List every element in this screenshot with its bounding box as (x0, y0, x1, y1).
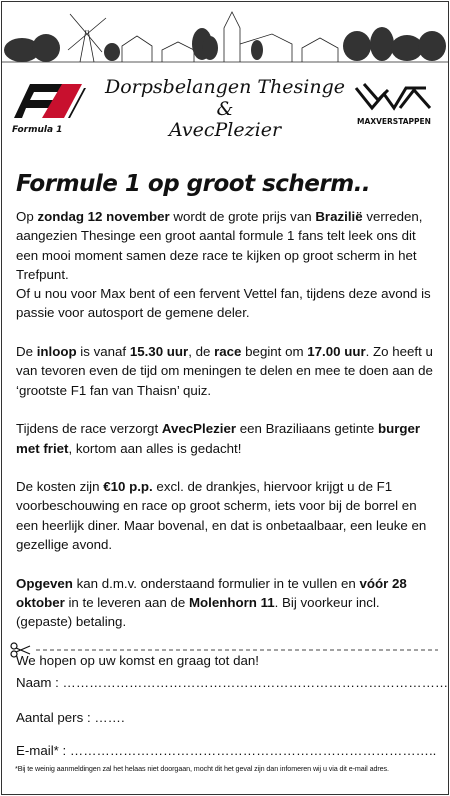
bold-text: Opgeven (16, 575, 73, 591)
text: kan d.m.v. onderstaand formulier in te vullen en (72, 575, 360, 591)
footnote: *Bij te weinig aanmeldingen zal het helaas niet doorgaan, mocht dit het geval zijn dan infomeren wij u via dit e-mail adres. (15, 764, 389, 773)
bold-text: AvecPlezier (161, 421, 237, 437)
bold-text: race (214, 344, 242, 360)
header-title: Dorpsbelangen Thesinge (104, 76, 346, 98)
text: De kosten zijn (16, 479, 104, 495)
text: Of u nou voor Max bent of een fervent Vettel fan, tijdens deze avond is passie voor autosport de gemene deler. (16, 286, 431, 321)
bold-text: burger met friet (16, 421, 421, 456)
bold-text: €10 p.p. (103, 479, 153, 495)
text: We hopen op uw komst en graag tot dan! (16, 652, 259, 668)
bold-text: Molenhorn 11 (188, 594, 275, 610)
naam-field[interactable]: Naam : …………………………………………………………………………… (16, 675, 449, 690)
text: , de (188, 344, 215, 360)
paragraph (16, 207, 436, 323)
page-heading: Formule 1 op groot scherm.. (16, 171, 371, 197)
text: . Bij voorkeur incl. (gepaste) betaling. (16, 594, 380, 630)
text: in te leveren aan de (64, 594, 189, 610)
paragraph (16, 574, 436, 632)
text: Op (16, 209, 38, 224)
text: De (16, 344, 37, 360)
paragraph (16, 342, 436, 400)
text: is vanaf (76, 344, 130, 360)
cut-line (10, 642, 438, 658)
bold-text: inloop (36, 344, 77, 360)
header-ampersand: & (216, 98, 234, 120)
bold-text: vóór 28 oktober (16, 575, 407, 610)
scissors-icon (11, 643, 30, 657)
bold-text: zondag 12 november (37, 209, 170, 224)
village-skyline-illustration (2, 4, 448, 66)
announcement-body (16, 207, 436, 689)
text: wordt de grote prijs van (169, 209, 316, 224)
f1-logo-text: Formula 1 (12, 125, 63, 135)
text: Tijdens de race verzorgt (16, 421, 162, 437)
header-subtitle: AvecPlezier (168, 119, 282, 141)
text: . Zo heeft u van tevoren even de tijd om meningen te delen en mee te doen aan de ‘grootste F1 fan van Thaisn’ quiz. (16, 344, 433, 398)
bold-text: Brazilië (315, 209, 363, 224)
text: verreden, aangezien Thesinge een groot aantal formule 1 fans telt leek ons dit een mooi moment samen deze race te kijken op groot scherm in het Trefpunt. (16, 209, 423, 282)
max-verstappen-logo (354, 80, 434, 130)
text: excl. de drankjes, hiervoor krijgt u de F1 voorbeschouwing en race op groot scherm, iets voor bij de borrel en een heerlijk diner. Maar bovenal, en dat is onbetaalbaar, een leuke en gezellige avond. (16, 479, 427, 553)
text: , kortom aan alles is gedacht! (68, 440, 242, 456)
bold-text: 15.30 uur (129, 344, 189, 360)
max-logo-text: MAXVERSTAPPEN (357, 117, 431, 126)
bold-text: 17.00 uur (307, 344, 366, 360)
aantal-personen-field[interactable]: Aantal pers : ……. (16, 710, 125, 725)
paragraph (16, 419, 436, 458)
text: begint om (241, 344, 308, 360)
text: een Braziliaans getinte (236, 421, 378, 437)
email-field[interactable]: E-mail* : ……………………………………………………………………….. (16, 743, 437, 758)
formula-1-logo (8, 80, 88, 136)
paragraph (16, 477, 436, 554)
